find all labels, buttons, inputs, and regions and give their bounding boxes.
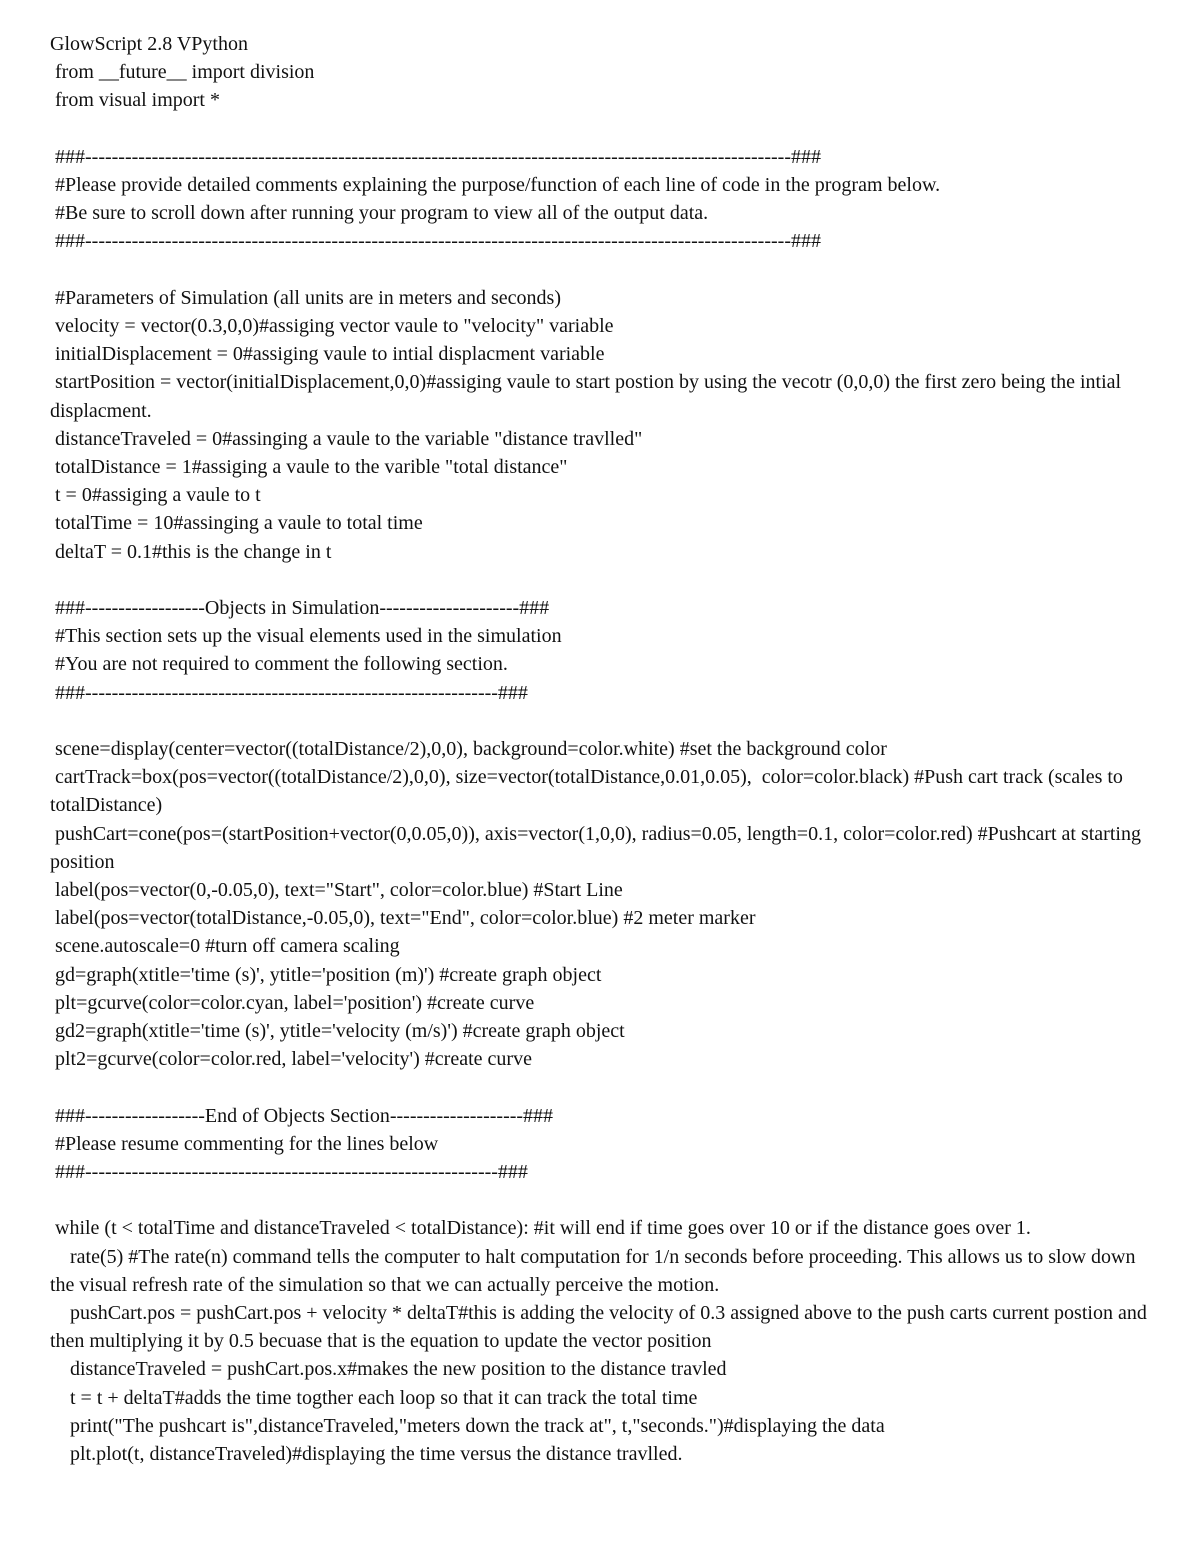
code-line: pushCart.pos = pushCart.pos + velocity * deltaT#this is adding the velocity of 0.3 assigned above to the push carts current postion and then multiplying it by 0.5 becuase that is the equation to update the vector position bbox=[50, 1302, 1152, 1353]
code-line: while (t < totalTime and distanceTraveled < totalDistance): #it will end if time goes over 10 or if the distance goes over 1. bbox=[50, 1217, 1031, 1240]
code-line: initialDisplacement = 0#assiging vaule to intial displacment variable bbox=[50, 343, 605, 366]
code-line: totalDistance = 1#assiging a vaule to the varible "total distance" bbox=[50, 456, 568, 479]
code-line: cartTrack=box(pos=vector((totalDistance/2),0,0), size=vector(totalDistance,0.01,0.05), color=color.black) #Push cart track (scales to totalDistance) bbox=[50, 766, 1128, 817]
code-line: scene=display(center=vector((totalDistance/2),0,0), background=color.white) #set the background color bbox=[50, 738, 887, 761]
code-line: #Be sure to scroll down after running your program to view all of the output data. bbox=[50, 202, 709, 225]
blank-line bbox=[50, 1073, 1160, 1101]
code-line: label(pos=vector(totalDistance,-0.05,0), text="End", color=color.blue) #2 meter marker bbox=[50, 907, 756, 930]
code-line: ###--------------------------------------------------------------### bbox=[50, 1161, 528, 1184]
code-line: velocity = vector(0.3,0,0)#assiging vector vaule to "velocity" variable bbox=[50, 315, 614, 337]
blank-line bbox=[50, 566, 1160, 594]
code-line: from visual import * bbox=[50, 89, 220, 112]
code-line: t = 0#assiging a vaule to t bbox=[50, 484, 261, 507]
code-line: #You are not required to comment the following section. bbox=[50, 653, 508, 676]
code-line: plt=gcurve(color=color.cyan, label='position') #create curve bbox=[50, 991, 535, 1014]
code-line: totalTime = 10#assinging a vaule to total time bbox=[50, 512, 423, 535]
code-line: t = t + deltaT#adds the time togther each loop so that it can track the total time bbox=[50, 1386, 698, 1409]
blank-line bbox=[50, 256, 1160, 284]
code-line: distanceTraveled = pushCart.pos.x#makes the new position to the distance travled bbox=[50, 1358, 727, 1381]
code-document bbox=[50, 30, 1160, 1468]
code-line: ###------------------End of Objects Section--------------------### bbox=[50, 1104, 554, 1127]
code-line: from __future__ import division bbox=[50, 61, 315, 84]
code-line: plt.plot(t, distanceTraveled)#displaying the time versus the distance travlled. bbox=[50, 1443, 683, 1466]
code-line: distanceTraveled = 0#assinging a vaule to the variable "distance travlled" bbox=[50, 427, 643, 450]
blank-line bbox=[50, 115, 1160, 143]
blank-line bbox=[50, 707, 1160, 735]
code-line: rate(5) #The rate(n) command tells the computer to halt computation for 1/n seconds before proceeding. This allows us to slow down the visual refresh rate of the simulation so that we can actually perceive the motion. bbox=[50, 1245, 1141, 1296]
code-line: plt2=gcurve(color=color.red, label='velocity') #create curve bbox=[50, 1048, 532, 1071]
code-line: #Please resume commenting for the lines below bbox=[50, 1132, 439, 1155]
code-line: ###----------------------------------------------------------------------------------------------------------### bbox=[50, 230, 821, 253]
code-line: print("The pushcart is",distanceTraveled,"meters down the track at", t,"seconds.")#displaying the data bbox=[50, 1414, 885, 1437]
code-line: #This section sets up the visual elements used in the simulation bbox=[50, 625, 562, 648]
code-line: label(pos=vector(0,-0.05,0), text="Start", color=color.blue) #Start Line bbox=[50, 879, 623, 902]
code-line: ###----------------------------------------------------------------------------------------------------------### bbox=[50, 145, 821, 168]
code-line: #Please provide detailed comments explaining the purpose/function of each line of code in the program below. bbox=[50, 174, 941, 196]
code-line: gd2=graph(xtitle='time (s)', ytitle='velocity (m/s)') #create graph object bbox=[50, 1020, 625, 1043]
code-line: ###--------------------------------------------------------------### bbox=[50, 681, 528, 704]
code-line: #Parameters of Simulation (all units are in meters and seconds) bbox=[50, 286, 561, 309]
code-line: GlowScript 2.8 VPython bbox=[50, 33, 248, 55]
code-line: pushCart=cone(pos=(startPosition+vector(0,0.05,0)), axis=vector(1,0,0), radius=0.05, length=0.1, color=color.red) #Pushcart at starting position bbox=[50, 822, 1146, 873]
code-line: scene.autoscale=0 #turn off camera scaling bbox=[50, 935, 400, 958]
code-line: startPosition = vector(initialDisplacement,0,0)#assiging vaule to start postion by using the vecotr (0,0,0) the first zero being the intial displacment. bbox=[50, 371, 1127, 422]
code-line: ###------------------Objects in Simulation---------------------### bbox=[50, 597, 550, 620]
code-line: deltaT = 0.1#this is the change in t bbox=[50, 540, 332, 563]
blank-line bbox=[50, 1186, 1160, 1214]
code-line: gd=graph(xtitle='time (s)', ytitle='position (m)') #create graph object bbox=[50, 963, 602, 986]
